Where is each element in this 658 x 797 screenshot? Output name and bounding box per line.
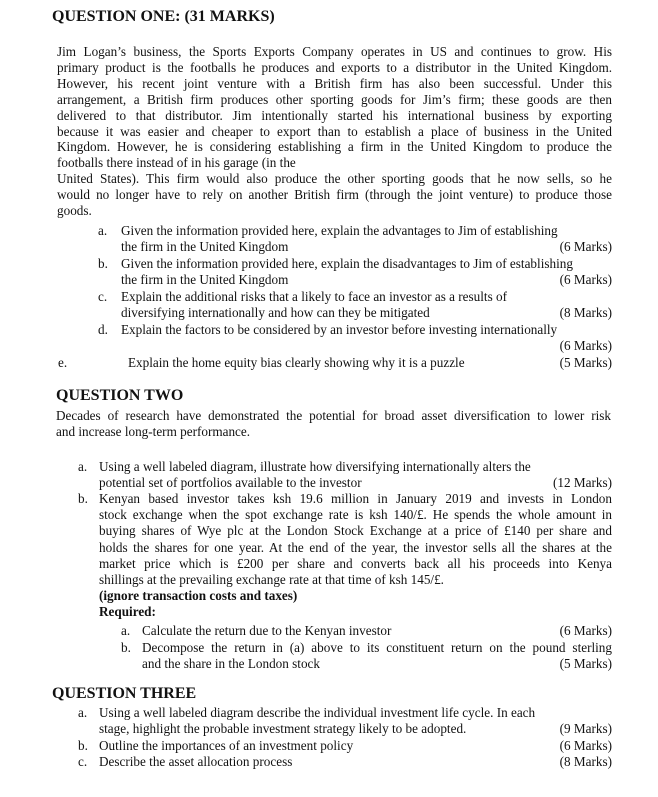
item-marks: (12 Marks) bbox=[553, 475, 612, 491]
item-text: buying shares of Wye plc at the London Stock Exchange at a price of £140 per share and bbox=[99, 523, 612, 539]
item-marks: (6 Marks) bbox=[559, 623, 612, 638]
question-one-title: QUESTION ONE: (31 MARKS) bbox=[52, 8, 275, 25]
item-marks: (5 Marks) bbox=[559, 656, 612, 672]
question-two-intro bbox=[56, 408, 611, 440]
intro-line: arrangement, a British firm produces other sporting goods for Jim’s firm; these goods are then bbox=[57, 91, 612, 107]
item-text: Explain the factors to be considered by an investor before investing internationally bbox=[121, 322, 558, 337]
item-text: Given the information provided here, explain the advantages to Jim of establishing bbox=[121, 223, 558, 238]
item-text: and the share in the London stock bbox=[142, 656, 320, 672]
item-text: the firm in the United Kingdom bbox=[121, 272, 289, 288]
intro-line: would no longer have to rely on another British firm (through the joint venture) to produce those bbox=[57, 187, 612, 203]
item-label: d. bbox=[98, 322, 108, 337]
item-marks: (6 Marks) bbox=[559, 272, 612, 288]
item-text: Explain the additional risks that a likely to face an investor as a results of bbox=[121, 289, 507, 304]
item-text: diversifying internationally and how can they be mitigated bbox=[121, 305, 430, 321]
item-label: b. bbox=[78, 738, 88, 753]
intro-line: Kingdom. However, he is considering establishing a firm in the United Kingdom to produce the bbox=[57, 139, 612, 155]
q2-item-a bbox=[78, 459, 612, 491]
item-text: holds the shares for one year. At the end of the year, the investor sells all the shares at the bbox=[99, 539, 612, 555]
item-text: Using a well labeled diagram, illustrate how diversifying internationally alters the bbox=[99, 459, 531, 474]
item-label: e. bbox=[58, 355, 68, 370]
item-label: a. bbox=[121, 623, 131, 638]
intro-line: footballs there instead of in his garage (in the bbox=[57, 155, 296, 171]
item-text: Calculate the return due to the Kenyan investor bbox=[142, 623, 392, 638]
question-two-title: QUESTION TWO bbox=[56, 387, 184, 404]
item-label: a. bbox=[78, 459, 88, 474]
item-marks: (6 Marks) bbox=[559, 239, 612, 255]
intro-line: and increase long-term performance. bbox=[56, 423, 251, 439]
item-marks: (8 Marks) bbox=[559, 305, 612, 321]
item-label: b. bbox=[98, 256, 108, 271]
item-label: b. bbox=[78, 491, 88, 506]
q2-item-b bbox=[78, 491, 612, 621]
item-text: Describe the asset allocation process bbox=[99, 754, 293, 769]
q3-item-c bbox=[78, 754, 612, 770]
intro-line: primary product is the footballs he produces and exports to a distributor in the United Kingdom. bbox=[57, 59, 612, 75]
item-text: Using a well labeled diagram describe the individual investment life cycle. In each bbox=[99, 705, 536, 720]
item-label: c. bbox=[78, 754, 88, 769]
intro-line: Jim Logan’s business, the Sports Exports Company operates in US and continues to grow. His bbox=[57, 44, 612, 59]
item-marks: (6 Marks) bbox=[559, 738, 612, 753]
intro-line: delivered to that distributor. Jim intentionally started his international business by exporting bbox=[57, 107, 612, 123]
ignore-note: (ignore transaction costs and taxes) bbox=[99, 588, 298, 604]
q1-item-d bbox=[98, 322, 612, 354]
item-label: b. bbox=[121, 640, 131, 655]
q1-item-e bbox=[58, 355, 612, 371]
item-text: shillings at the prevailing exchange rate at that time of ksh 145/£. bbox=[99, 571, 444, 587]
item-text: Decompose the return in (a) above to its constituent return on the pound sterling bbox=[142, 640, 612, 655]
q3-item-a bbox=[78, 705, 612, 737]
item-text: stage, highlight the probable investment strategy likely to be adopted. bbox=[99, 721, 467, 737]
item-text: Outline the importances of an investment policy bbox=[99, 738, 354, 753]
item-text: potential set of portfolios available to the investor bbox=[99, 475, 362, 491]
q1-item-c bbox=[98, 289, 612, 321]
q2-b-sub-b bbox=[121, 640, 612, 672]
item-label: a. bbox=[78, 705, 88, 720]
intro-line: However, his recent joint venture with a British firm has also been successful. Under this bbox=[57, 75, 612, 91]
q2-b-sub-a bbox=[121, 623, 612, 639]
item-marks: (8 Marks) bbox=[559, 754, 612, 769]
q1-item-a bbox=[98, 223, 612, 255]
item-text: Given the information provided here, explain the disadvantages to Jim of establishing bbox=[121, 256, 573, 271]
question-three-title: QUESTION THREE bbox=[52, 685, 197, 702]
item-marks: (9 Marks) bbox=[559, 721, 612, 737]
item-text: market price which is £200 per share and converts back all his proceeds into Kenya bbox=[99, 555, 612, 571]
item-label: a. bbox=[98, 223, 108, 238]
intro-line: Decades of research have demonstrated the potential for broad asset diversification to lower risk bbox=[56, 408, 611, 423]
item-marks: (6 Marks) bbox=[559, 338, 612, 354]
required-heading: Required: bbox=[99, 604, 156, 620]
q3-item-b bbox=[78, 738, 612, 754]
item-text: stock exchange when the spot exchange rate is ksh 140/£. He spends the whole amount in bbox=[99, 507, 612, 523]
question-one-intro bbox=[57, 44, 612, 219]
item-label: c. bbox=[98, 289, 108, 304]
item-text: Kenyan based investor takes ksh 19.6 million in January 2019 and invests in London bbox=[99, 491, 612, 506]
item-text: the firm in the United Kingdom bbox=[121, 239, 289, 255]
intro-line: goods. bbox=[57, 203, 92, 219]
item-text: Explain the home equity bias clearly showing why it is a puzzle bbox=[128, 355, 465, 370]
intro-line: United States). This firm would also produce the other sporting goods that he now sells, so he bbox=[57, 171, 612, 187]
intro-line: because it was easier and cheaper to export than to establish a place of business in the United bbox=[57, 123, 612, 139]
q1-item-b bbox=[98, 256, 612, 288]
item-marks: (5 Marks) bbox=[559, 355, 612, 370]
